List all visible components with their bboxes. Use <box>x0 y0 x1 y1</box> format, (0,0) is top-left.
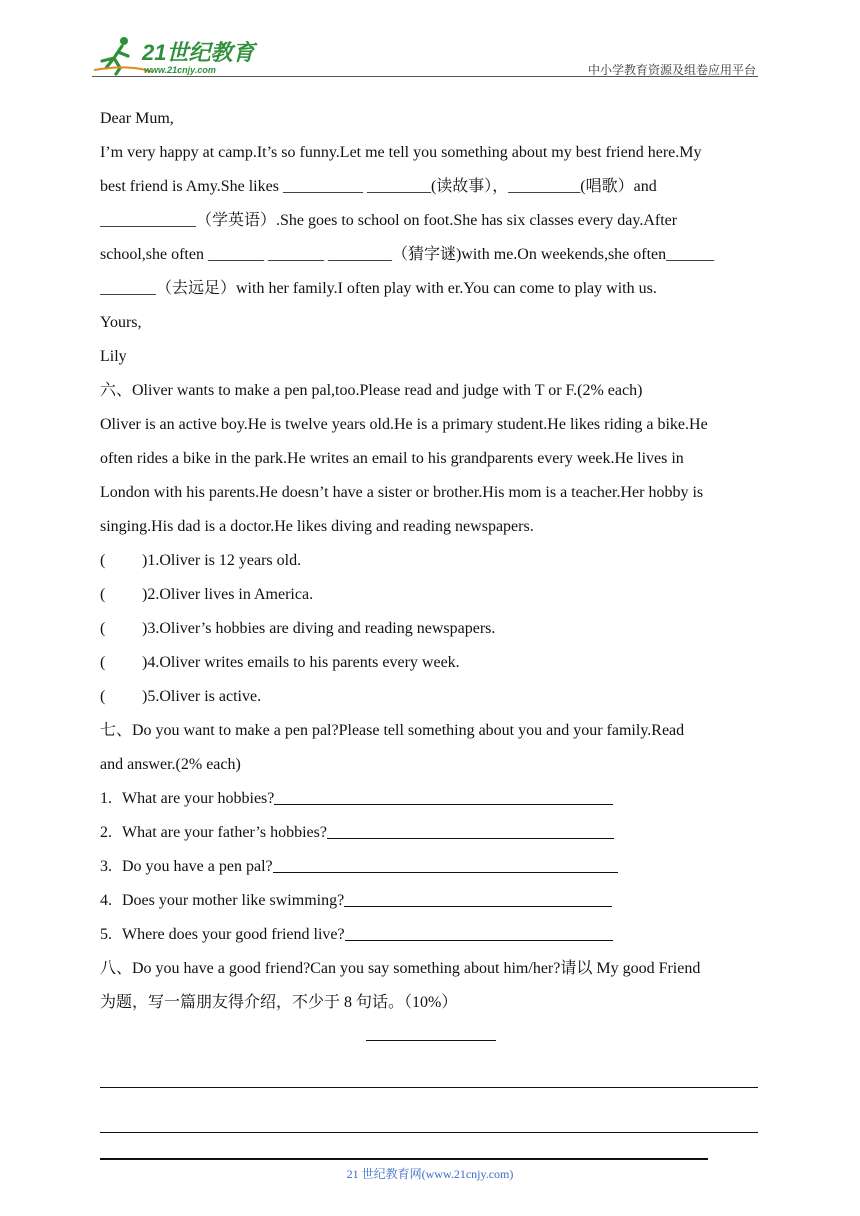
question-text: What are your hobbies? <box>122 790 275 807</box>
question-text: Does your mother like swimming? <box>122 892 345 909</box>
letter-closing: Yours, <box>100 314 142 331</box>
statement-text: )3.Oliver’s hobbies are diving and reading newspapers. <box>142 620 496 637</box>
question-number: 1. <box>100 790 112 807</box>
question-number: 5. <box>100 926 112 943</box>
answer-blank[interactable] <box>344 890 612 907</box>
statement-text: )4.Oliver writes emails to his parents every week. <box>142 654 460 671</box>
answer-paren[interactable]: ( <box>100 586 106 603</box>
question-number: 2. <box>100 824 112 841</box>
passage-line: London with his parents.He doesn’t have a sister or brother.His mom is a teacher.Her hobby is <box>100 484 704 501</box>
letter-line: ____________（学英语）.She goes to school on foot.She has six classes every day.After <box>100 212 678 229</box>
footer-divider <box>100 1158 708 1160</box>
letter-line: best friend is Amy.She likes __________ ________(读故事），_________(唱歌）and <box>100 178 657 195</box>
statement-text: )1.Oliver is 12 years old. <box>142 552 302 569</box>
question-number: 4. <box>100 892 112 909</box>
section8-heading-cont: 为题，写一篇朋友得介绍，不少于 8 句话。（10%） <box>100 994 458 1011</box>
question-item <box>100 884 762 918</box>
section8-heading: 八、Do you have a good friend?Can you say something about him/her?请以 My good Friend <box>100 960 701 977</box>
title-blank[interactable] <box>366 1040 496 1041</box>
answer-blank[interactable] <box>274 788 613 805</box>
passage-line: often rides a bike in the park.He writes an email to his grandparents every week.He lives in <box>100 450 684 467</box>
question-item <box>100 850 762 884</box>
judge-statement <box>100 612 762 646</box>
section7-heading-cont: and answer.(2% each) <box>100 756 241 773</box>
answer-blank[interactable] <box>273 856 618 873</box>
section7-heading: 七、Do you want to make a pen pal?Please tell something about you and your family.Read <box>100 722 685 739</box>
judge-statement <box>100 646 762 680</box>
answer-paren[interactable]: ( <box>100 654 106 671</box>
answer-paren[interactable]: ( <box>100 620 106 637</box>
header-divider <box>92 76 758 77</box>
page-footer: 21 世纪教育网(www.21cnjy.com) <box>346 1167 514 1181</box>
passage-line: Oliver is an active boy.He is twelve years old.He is a primary student.He likes riding a bike.He <box>100 416 708 433</box>
judge-statement <box>100 680 762 714</box>
letter-line: _______（去远足）with her family.I often play with er.You can come to play with us. <box>100 280 657 297</box>
logo-text: 21世纪教育 <box>142 40 255 65</box>
question-item <box>100 782 762 816</box>
statement-text: )5.Oliver is active. <box>142 688 262 705</box>
site-logo <box>92 34 262 76</box>
question-text: Where does your good friend live? <box>122 926 345 943</box>
page-content <box>100 102 762 1020</box>
passage-line: singing.His dad is a doctor.He likes diving and reading newspapers. <box>100 518 534 535</box>
question-item <box>100 816 762 850</box>
answer-blank[interactable] <box>345 924 613 941</box>
judge-statement <box>100 578 762 612</box>
question-item <box>100 918 762 952</box>
writing-line[interactable] <box>100 1087 758 1088</box>
logo-url: www.21cnjy.com <box>144 65 216 75</box>
question-text: What are your father’s hobbies? <box>122 824 327 841</box>
answer-paren[interactable]: ( <box>100 688 106 705</box>
question-number: 3. <box>100 858 112 875</box>
section6-heading: 六、Oliver wants to make a pen pal,too.Please read and judge with T or F.(2% each) <box>100 382 643 399</box>
answer-paren[interactable]: ( <box>100 552 106 569</box>
letter-line: I’m very happy at camp.It’s so funny.Let me tell you something about my best friend here.My <box>100 144 702 161</box>
site-title: 中小学教育资源及组卷应用平台 <box>587 63 756 77</box>
writing-line[interactable] <box>100 1132 758 1133</box>
question-text: Do you have a pen pal? <box>122 858 273 875</box>
letter-greeting: Dear Mum, <box>100 110 174 127</box>
page-header <box>92 30 758 78</box>
letter-signature: Lily <box>100 348 127 365</box>
judge-statement <box>100 544 762 578</box>
letter-line: school,she often _______ _______ ________（猜字谜)with me.On weekends,she often______ <box>100 246 715 263</box>
statement-text: )2.Oliver lives in America. <box>142 586 314 603</box>
answer-blank[interactable] <box>327 822 614 839</box>
